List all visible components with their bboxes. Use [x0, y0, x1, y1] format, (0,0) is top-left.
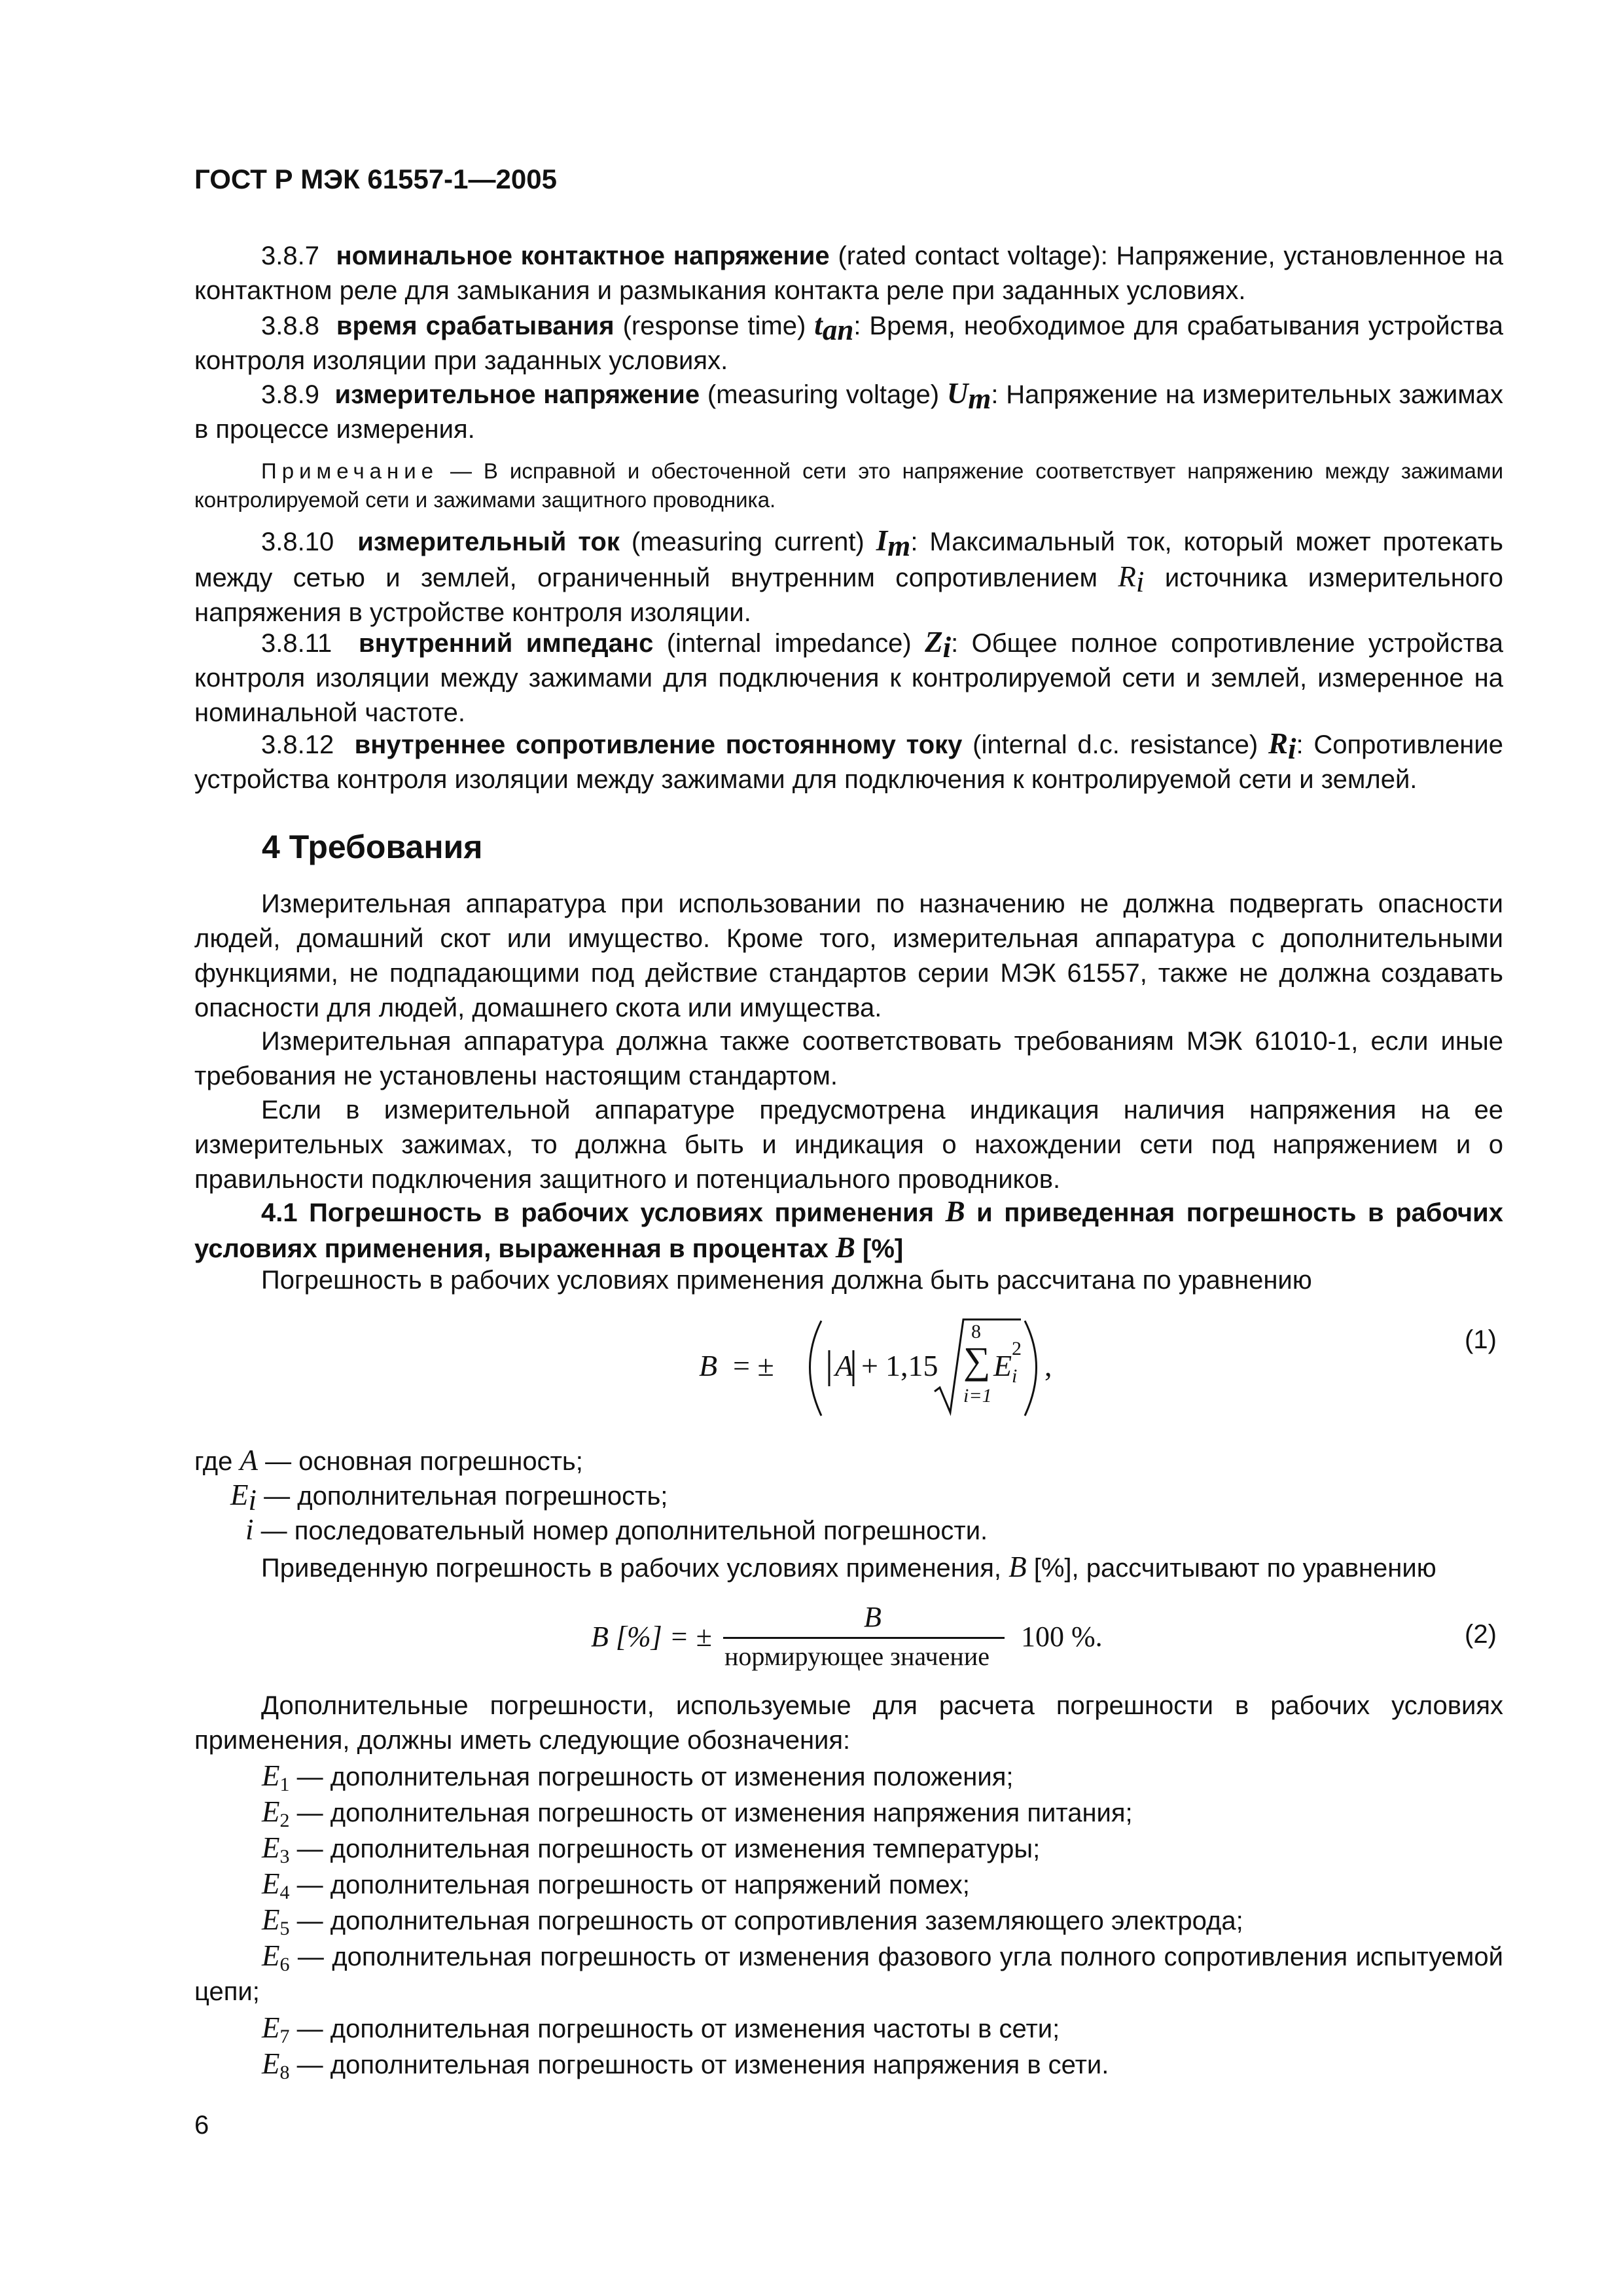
subsection-heading-text: 4.1 Погрешность в рабочих условиях применения	[261, 1198, 946, 1227]
extra-error-item	[262, 1867, 970, 1903]
inline-symbol: R	[1118, 560, 1136, 593]
definition-symbol-subscript: an	[822, 314, 854, 346]
paragraph: Измерительная аппаратура должна также соответствовать требованиям МЭК 61010-1, если иные требования не установлены настоящим стандартом.	[194, 1027, 1503, 1090]
subsection-heading-text-3: [%]	[855, 1234, 904, 1263]
definition-symbol-subscript: i	[1287, 732, 1296, 765]
definition-symbol-subscript: m	[968, 382, 991, 415]
extra-text: — дополнительная погрешность от изменения напряжения питания;	[289, 1799, 1133, 1827]
extra-symbol-subscript: 2	[279, 1810, 290, 1831]
extra-symbol: E	[262, 2047, 280, 2080]
extra-symbol: E	[262, 1903, 280, 1936]
note-label: Примечание	[261, 459, 439, 483]
legend-symbol: i	[245, 1513, 254, 1546]
definition-text: : Напряжение, установленное на контактном реле для замыкания и размыкания контакта реле при заданных условиях.	[194, 242, 1503, 305]
definition-term: внутреннее сопротивление постоянному току	[354, 730, 963, 759]
legend-symbol-subscript: i	[248, 1484, 257, 1516]
definition-3-8-8	[194, 308, 1503, 378]
legend-text: — дополнительная погрешность;	[257, 1482, 668, 1511]
extra-error-item	[262, 1759, 1013, 1795]
legend-item	[230, 1478, 668, 1514]
definition-english: (rated contact voltage)	[838, 242, 1101, 270]
extra-text: — дополнительная погрешность от изменения положения;	[289, 1763, 1014, 1791]
extra-text: — дополнительная погрешность от сопротивления заземляющего электрода;	[289, 1907, 1243, 1935]
definition-3-8-11	[194, 625, 1503, 730]
extra-text: — дополнительная погрешность от изменения напряжения в сети.	[289, 2051, 1109, 2079]
extra-text: — дополнительная погрешность от изменения частоты в сети;	[289, 2015, 1060, 2043]
equation-1	[694, 1314, 1086, 1422]
note	[194, 457, 1503, 514]
sigma-icon: ∑	[963, 1339, 991, 1382]
definition-symbol: t	[814, 308, 823, 341]
legend-symbol: E	[230, 1479, 249, 1511]
extras-intro: Дополнительные погрешности, используемые для расчета погрешности в рабочих условиях применения, должны иметь следующие обозначения:	[194, 1691, 1503, 1755]
eq1-A: A	[835, 1349, 854, 1382]
equation-2	[586, 1600, 1175, 1682]
legend-symbol: A	[240, 1444, 258, 1477]
extra-symbol: E	[262, 1867, 280, 1900]
extra-text: — дополнительная погрешность от изменения температуры;	[289, 1835, 1041, 1863]
extra-error-item	[262, 2047, 1109, 2083]
eq2-denominator: нормирующее значение	[724, 1641, 990, 1671]
document-header: ГОСТ Р МЭК 61557-1—2005	[194, 164, 557, 194]
definition-term: измерительный ток	[357, 528, 620, 556]
extra-text: — дополнительная погрешность от изменения фазового угла полного сопротивления испытуемой цепи;	[194, 1943, 1503, 2006]
note-text: — В исправной и обесточенной сети это напряжение соответствует напряжению между зажимами контролируемой сети и зажимами защитного проводника.	[194, 459, 1503, 512]
inline-symbol: B	[1008, 1551, 1027, 1583]
definition-text: : Напряжение на измерительных зажимах в процессе измерения.	[194, 380, 1503, 444]
definition-symbol: Z	[925, 626, 943, 658]
eq1-E-superscript: 2	[1012, 1338, 1022, 1359]
definition-symbol-subscript: i	[942, 631, 952, 664]
definition-3-8-9	[194, 376, 1503, 447]
extra-error-item	[262, 1795, 1133, 1831]
extra-symbol-subscript: 5	[279, 1918, 290, 1939]
definition-english: (measuring current)	[631, 528, 865, 556]
extra-symbol: E	[262, 1795, 280, 1828]
definition-symbol: U	[946, 377, 969, 410]
paragraph: Если в измерительной аппаратуре предусмотрена индикация наличия напряжения на ее измерительных зажимах, то должна быть и индикация о нахождении сети под напряжением и о правильности подключения защитного и потенциального проводников.	[194, 1096, 1503, 1194]
equation-1-number: (1)	[1465, 1325, 1497, 1354]
extra-symbol: E	[262, 1759, 280, 1792]
legend-prefix: где	[194, 1447, 240, 1476]
extra-error-item	[262, 2011, 1060, 2047]
extra-symbol-subscript: 1	[279, 1774, 290, 1795]
equation-2-intro-text: Приведенную погрешность в рабочих условиях применения,	[261, 1554, 1009, 1583]
eq1-lhs: B	[699, 1349, 718, 1382]
definition-number: 3.8.9	[261, 380, 319, 409]
extra-symbol: E	[262, 1939, 280, 1972]
definition-symbol-subscript: m	[887, 529, 911, 562]
legend-item	[194, 1443, 583, 1479]
definition-symbol: I	[876, 524, 888, 557]
eq1-sum-lower: i=1	[963, 1385, 992, 1407]
definition-english: (internal impedance)	[666, 629, 912, 658]
subsection-heading	[194, 1194, 1503, 1266]
definition-english: (response time)	[622, 312, 806, 340]
page-number: 6	[194, 2111, 209, 2140]
subsection-symbol: B	[945, 1195, 965, 1228]
eq1-comma: ,	[1044, 1349, 1052, 1382]
definition-term: внутренний импеданс	[359, 629, 654, 658]
extra-symbol-subscript: 3	[279, 1846, 290, 1867]
definition-term: измерительное напряжение	[334, 380, 700, 409]
definition-text: : Максимальный ток, который может протекать между сетью и землей, ограниченный внутренним сопротивлением	[194, 528, 1503, 592]
extra-error-item	[262, 1831, 1040, 1867]
eq2-rhs: 100 %.	[1021, 1621, 1103, 1653]
fraction-bar	[723, 1637, 1005, 1639]
definition-symbol: R	[1268, 727, 1288, 760]
definition-term: время срабатывания	[336, 312, 615, 340]
extra-symbol: E	[262, 1831, 280, 1864]
eq1-E-subscript: i	[1012, 1365, 1018, 1387]
extra-symbol-subscript: 4	[279, 1882, 290, 1903]
definition-number: 3.8.7	[261, 242, 319, 270]
eq2-numerator: B	[864, 1601, 882, 1633]
inline-symbol-subscript: i	[1135, 565, 1145, 598]
extra-text: — дополнительная погрешность от напряжений помех;	[289, 1871, 970, 1899]
definition-text: : Сопротивление устройства контроля изоляции между зажимами для подключения к контролируемой сети и землей.	[194, 730, 1503, 794]
extra-error-item	[262, 1903, 1243, 1939]
definition-number: 3.8.8	[261, 312, 319, 340]
definition-text-end: источника измерительного напряжения в устройстве контроля изоляции.	[194, 564, 1503, 627]
equation-2-intro-text-2: [%], рассчитывают по уравнению	[1026, 1554, 1436, 1583]
equation-2-number: (2)	[1465, 1620, 1497, 1649]
definition-3-8-7	[194, 239, 1503, 308]
section-heading: 4 Требования	[262, 829, 483, 865]
definition-3-8-12	[194, 726, 1503, 797]
extra-symbol-subscript: 8	[279, 2062, 290, 2083]
definition-number: 3.8.12	[261, 730, 334, 759]
extra-symbol-subscript: 7	[279, 2026, 290, 2047]
subsection-heading-text-2: и приведенная погрешность в рабочих условиях применения, выраженная в процентах	[194, 1198, 1503, 1263]
definition-3-8-10	[194, 524, 1503, 630]
eq1-coefficient: 1,15	[885, 1349, 938, 1382]
legend-text: — основная погрешность;	[258, 1447, 583, 1476]
definition-text: : Общее полное сопротивление устройства контроля изоляции между зажимами для подключения к контролируемой сети и землей, измеренное на номинальной частоте.	[194, 629, 1503, 727]
definition-text: : Время, необходимое для срабатывания устройства контроля изоляции при заданных условиях.	[194, 312, 1503, 375]
definition-number: 3.8.10	[261, 528, 334, 556]
extra-error-item	[194, 1939, 1503, 2009]
equation-1-intro: Погрешность в рабочих условиях применения должна быть рассчитана по уравнению	[261, 1266, 1312, 1295]
eq1-E: E	[993, 1349, 1012, 1382]
eq1-plus: +	[861, 1349, 878, 1382]
legend-text: — последовательный номер дополнительной погрешности.	[253, 1516, 988, 1545]
eq1-sum-upper: 8	[971, 1321, 981, 1342]
definition-english: (measuring voltage)	[707, 380, 940, 409]
definition-english: (internal d.c. resistance)	[972, 730, 1258, 759]
definition-term: номинальное контактное напряжение	[336, 242, 830, 270]
eq2-lhs: B [%] = ±	[591, 1621, 712, 1653]
extra-symbol-subscript: 6	[279, 1954, 290, 1975]
legend-item	[245, 1513, 988, 1549]
extra-symbol: E	[262, 2011, 280, 2044]
paragraph: Измерительная аппаратура при использовании по назначению не должна подвергать опасности людей, домашний скот или имущество. Кроме того, измерительная аппаратура с дополнительными функциями, не подпадающими под действие стандартов серии МЭК 61557, также не должна создавать опасности для людей, домашнего скота или имущества.	[194, 889, 1503, 1022]
eq1-equals-pm: = ±	[733, 1349, 774, 1382]
equation-2-intro	[194, 1550, 1503, 1586]
subsection-symbol-2: B	[835, 1231, 855, 1264]
definition-number: 3.8.11	[261, 629, 332, 658]
